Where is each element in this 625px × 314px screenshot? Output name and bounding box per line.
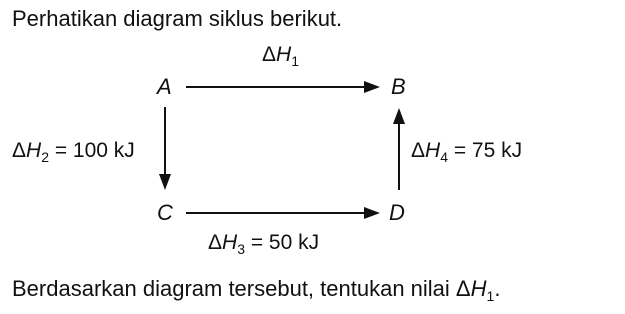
enthalpy-var: H bbox=[222, 231, 238, 254]
enthalpy-var: H bbox=[470, 276, 487, 301]
question-intro: Perhatikan diagram siklus berikut. bbox=[12, 6, 343, 31]
arrow-c-to-d bbox=[186, 207, 380, 219]
arrow-a-to-c bbox=[159, 107, 171, 190]
delta-symbol: Δ bbox=[455, 276, 471, 301]
enthalpy-var: H bbox=[425, 139, 441, 162]
subscript: 3 bbox=[237, 241, 245, 257]
subscript: 1 bbox=[486, 288, 495, 304]
node-c: C bbox=[157, 200, 173, 225]
enthalpy-var: H bbox=[276, 43, 292, 66]
subscript: 4 bbox=[440, 149, 448, 165]
delta-symbol: Δ bbox=[411, 139, 426, 162]
delta-symbol: Δ bbox=[208, 231, 223, 254]
node-a: A bbox=[157, 74, 172, 99]
arrow-d-to-b bbox=[393, 108, 405, 190]
question-task bbox=[12, 276, 501, 304]
node-d: D bbox=[389, 200, 405, 225]
enthalpy-var: H bbox=[26, 139, 42, 162]
subscript: 2 bbox=[41, 149, 49, 165]
node-b: B bbox=[391, 74, 406, 99]
arrow-a-to-b bbox=[186, 81, 380, 93]
delta-symbol: Δ bbox=[262, 43, 277, 66]
value: = 50 kJ bbox=[245, 231, 320, 254]
value: = 75 kJ bbox=[448, 139, 523, 162]
subscript: 1 bbox=[291, 53, 299, 69]
delta-symbol: Δ bbox=[12, 139, 27, 162]
task-prefix: Berdasarkan diagram tersebut, tentukan nilai bbox=[12, 276, 456, 301]
task-suffix: . bbox=[494, 276, 501, 301]
value: = 100 kJ bbox=[49, 139, 135, 162]
